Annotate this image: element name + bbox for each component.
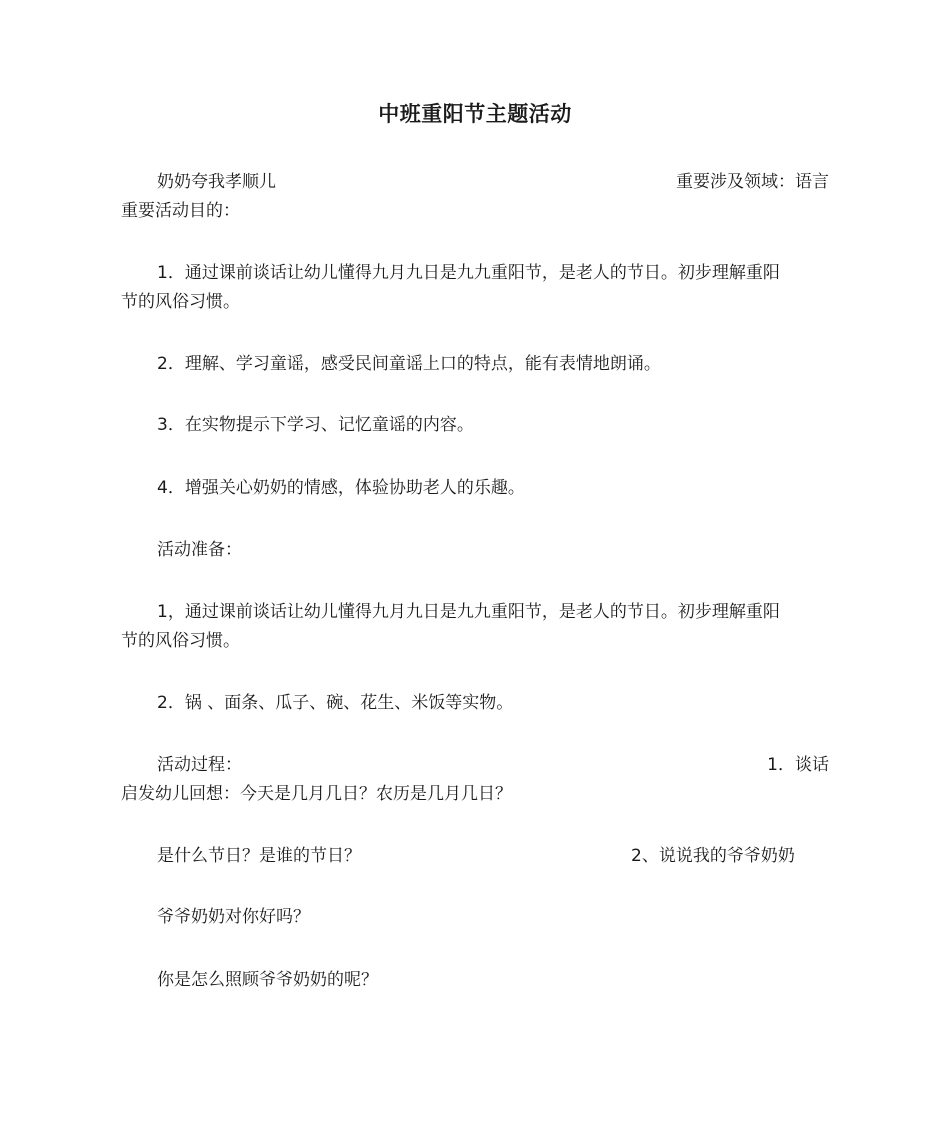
goal-3: 3．在实物提示下学习、记忆童谣的内容。 xyxy=(157,415,474,435)
festival-question: 是什么节日？是谁的节日？ xyxy=(157,846,361,866)
goal-4: 4．增强关心奶奶的情感，体验协助老人的乐趣。 xyxy=(157,478,525,498)
activity-name: 奶奶夸我孝顺儿 xyxy=(157,172,276,192)
domain-label: 重要涉及领域：语言 xyxy=(676,172,829,192)
prep-2: 2．锅 、面条、瓜子、碗、花生、米饭等实物。 xyxy=(157,693,514,713)
process-step-1: 1．谈话 xyxy=(767,755,829,775)
goal-2: 2．理解、学习童谣，感受民间童谣上口的特点，能有表情地朗诵。 xyxy=(157,354,661,374)
prep-1-line-2: 节的风俗习惯。 xyxy=(121,631,240,651)
question-1: 爷爷奶奶对你好吗？ xyxy=(157,907,310,927)
document-title: 中班重阳节主题活动 xyxy=(378,102,572,126)
prep-heading: 活动准备： xyxy=(157,540,242,560)
process-step-2: 2、说说我的爷爷奶奶 xyxy=(631,846,795,866)
process-heading: 活动过程： xyxy=(157,755,242,775)
process-line-2: 启发幼儿回想：今天是几月几日？农历是几月几日？ xyxy=(121,784,512,804)
prep-1-line-1: 1，通过课前谈话让幼儿懂得九月九日是九九重阳节，是老人的节日。初步理解重阳 xyxy=(157,602,780,622)
question-2: 你是怎么照顾爷爷奶奶的呢？ xyxy=(157,970,378,990)
goal-1-line-1: 1．通过课前谈话让幼儿懂得九月九日是九九重阳节，是老人的节日。初步理解重阳 xyxy=(157,263,780,283)
goals-heading: 重要活动目的： xyxy=(121,201,240,221)
goal-1-line-2: 节的风俗习惯。 xyxy=(121,292,240,312)
